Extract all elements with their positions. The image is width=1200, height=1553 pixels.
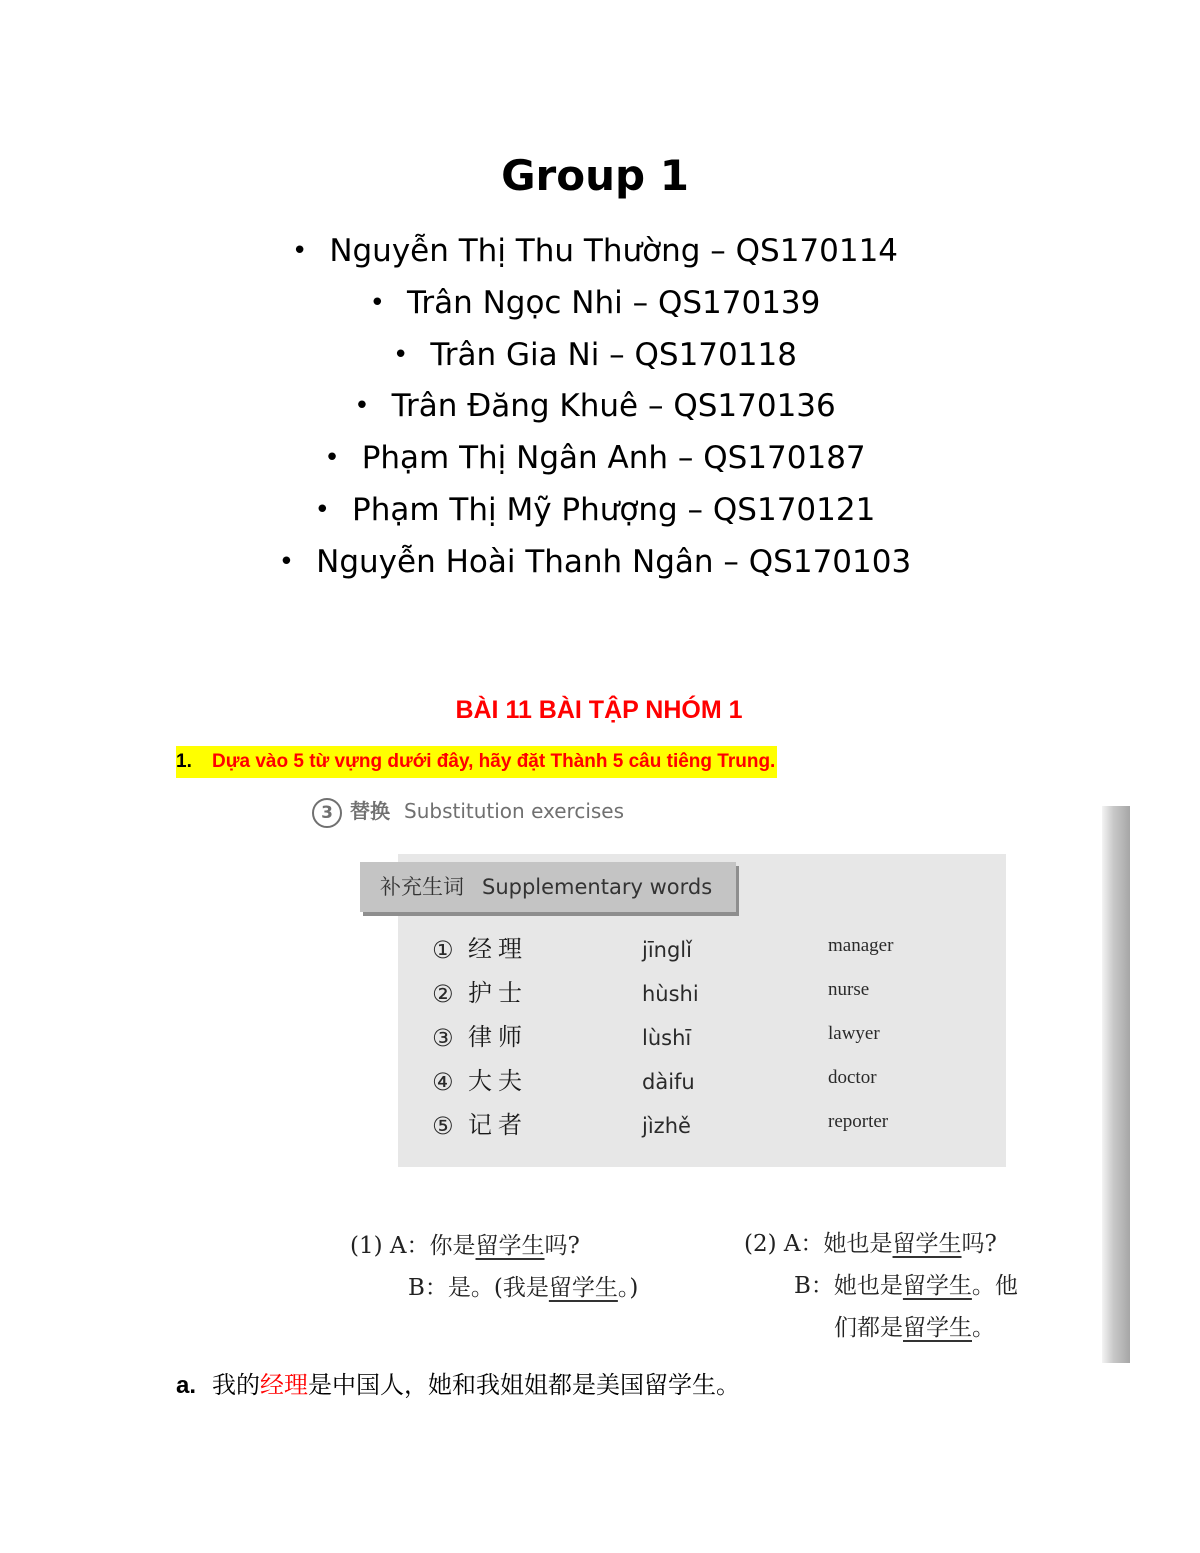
member-name: Trân Đăng Khuê – QS170136 xyxy=(391,388,836,425)
bullet-icon: • xyxy=(278,546,295,577)
bullet-icon: • xyxy=(324,443,340,474)
vocab-index: ③ xyxy=(432,1024,454,1052)
member-item xyxy=(0,330,1190,382)
bullet-icon: • xyxy=(314,494,331,525)
example-1-b: B：是。(我是留学生。) xyxy=(408,1275,639,1301)
member-item xyxy=(0,433,1190,485)
member-name: Nguyễn Hoài Thanh Ngân – QS170103 xyxy=(316,543,912,580)
vocab-row xyxy=(300,1106,1000,1146)
vocab-english: lawyer xyxy=(828,1023,880,1044)
member-item xyxy=(0,537,1190,589)
vocab-index: ⑤ xyxy=(432,1112,454,1140)
vocab-english: nurse xyxy=(828,979,870,1000)
member-list xyxy=(0,226,1190,589)
vocab-index: ① xyxy=(432,936,454,964)
example-2-b: B：她也是留学生。他 xyxy=(794,1273,1018,1299)
vocab-pinyin: jìzhě xyxy=(642,1114,691,1138)
answer-suffix: 是中国人，她和我姐姐都是美国留学生。 xyxy=(308,1372,740,1399)
group-title: Group 1 xyxy=(501,151,689,200)
vocab-row xyxy=(300,1018,1000,1058)
banner-cn: 补充生词 xyxy=(380,875,464,899)
example-2-a: (2) A：她也是留学生吗? xyxy=(744,1231,997,1257)
member-name: Phạm Thị Ngân Anh – QS170187 xyxy=(361,440,866,477)
substitution-slot: 留学生 xyxy=(475,1233,545,1259)
substitution-slot: 留学生 xyxy=(902,1273,972,1299)
vocab-row xyxy=(300,930,1000,970)
page-edge-shadow xyxy=(1102,806,1130,1363)
member-item xyxy=(0,381,1190,433)
vocab-english: manager xyxy=(828,935,894,956)
vocab-pinyin: lùshī xyxy=(642,1026,692,1050)
vocab-row xyxy=(300,1062,1000,1102)
answer-highlight-word: 经理 xyxy=(260,1372,308,1399)
lesson-title: BÀI 11 BÀI TẬP NHÓM 1 xyxy=(455,696,743,724)
member-name: Trân Gia Ni – QS170118 xyxy=(430,336,797,373)
bullet-icon: • xyxy=(291,236,308,266)
textbook-scan xyxy=(300,796,1130,1363)
answer-label: a. xyxy=(176,1372,197,1399)
section-heading xyxy=(312,796,624,828)
member-item xyxy=(0,278,1190,330)
section-number: 3 xyxy=(312,798,342,828)
vocab-english: reporter xyxy=(828,1111,889,1132)
member-name: Nguyễn Thị Thu Thường – QS170114 xyxy=(329,233,899,269)
vocab-hanzi: 律师 xyxy=(468,1024,528,1051)
example-2-c: 们都是留学生。 xyxy=(834,1315,995,1341)
substitution-slot: 留学生 xyxy=(548,1275,618,1301)
vocab-hanzi: 护士 xyxy=(468,980,528,1007)
member-item xyxy=(0,226,1190,278)
supplementary-banner xyxy=(360,862,736,912)
member-name: Phạm Thị Mỹ Phượng – QS170121 xyxy=(352,491,876,528)
vocab-index: ② xyxy=(432,980,454,1008)
vocab-row xyxy=(300,974,1000,1014)
task-number: 1. xyxy=(176,751,192,772)
substitution-slot: 留学生 xyxy=(892,1231,962,1257)
section-heading-cn: 替换 xyxy=(350,799,390,823)
answer-prefix: 我的 xyxy=(212,1372,260,1399)
vocab-hanzi: 经理 xyxy=(468,936,528,963)
bullet-icon: • xyxy=(369,287,385,318)
vocab-index: ④ xyxy=(432,1068,454,1096)
vocab-hanzi: 记者 xyxy=(468,1112,528,1139)
bullet-icon: • xyxy=(354,391,370,422)
answer-a xyxy=(176,1366,740,1406)
member-item xyxy=(0,485,1190,537)
section-heading-en: Substitution exercises xyxy=(404,799,625,823)
member-name: Trân Ngọc Nhi – QS170139 xyxy=(406,284,821,321)
task-instruction xyxy=(176,746,777,778)
bullet-icon: • xyxy=(393,339,409,370)
task-text: Dựa vào 5 từ vựng dưới đây, hãy đặt Thành 5 câu tiêng Trung. xyxy=(212,751,776,772)
example-1-a: (1) A：你是留学生吗? xyxy=(350,1233,580,1259)
banner-en: Supplementary words xyxy=(482,875,713,899)
vocab-english: doctor xyxy=(828,1067,877,1088)
vocab-pinyin: jīnglǐ xyxy=(642,938,692,962)
substitution-slot: 留学生 xyxy=(903,1315,972,1341)
vocab-pinyin: hùshi xyxy=(642,982,699,1006)
vocab-pinyin: dàifu xyxy=(642,1070,695,1094)
vocab-hanzi: 大夫 xyxy=(468,1068,528,1095)
